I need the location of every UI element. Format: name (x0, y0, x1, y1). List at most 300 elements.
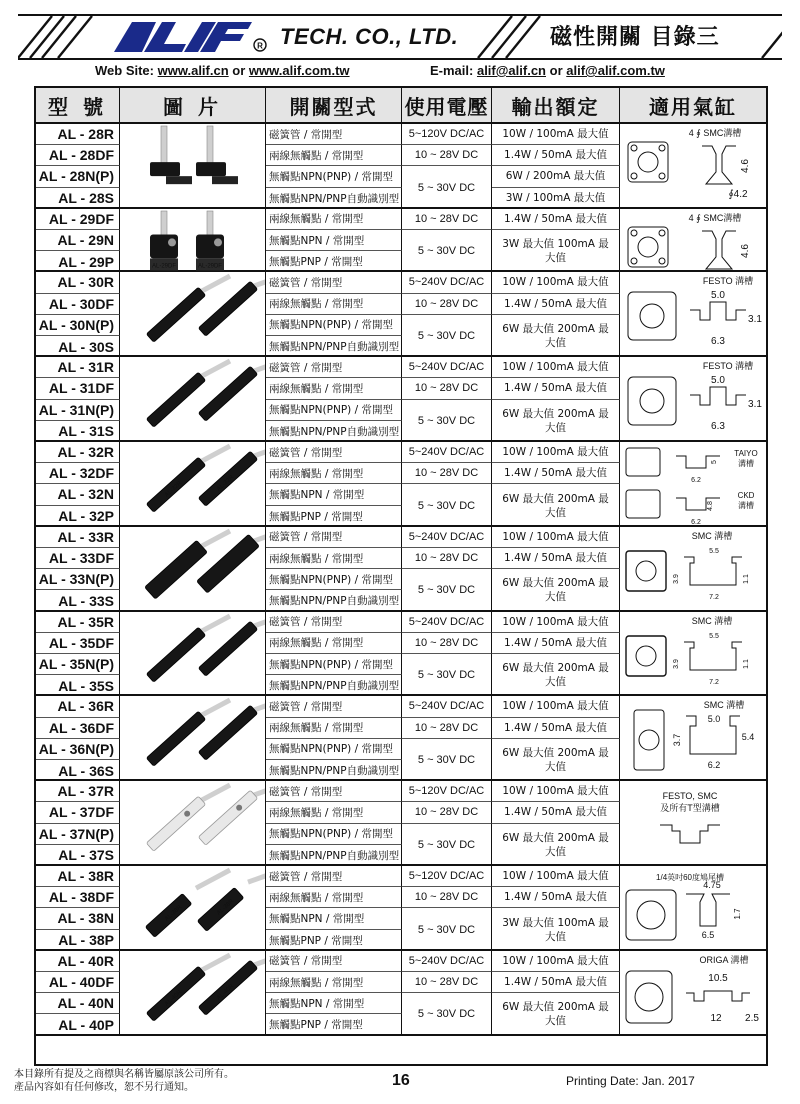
sensor-body (146, 627, 205, 682)
switch-type-cell: 無觸點NPN(PNP) / 常開型 (266, 739, 402, 760)
switch-type-cell: 無觸點NPN(PNP) / 常開型 (266, 315, 402, 336)
voltage-cell: 5 ~ 30V DC (402, 654, 492, 696)
slot-dim: 3.9 (673, 573, 681, 584)
voltage-cell: 5~120V DC/AC (402, 781, 492, 802)
voltage-cell: 5 ~ 30V DC (402, 484, 492, 526)
switch-type-cell: 無觸點NPN/PNP自動識別型 (266, 421, 402, 442)
cylinder-profile (628, 142, 668, 182)
email-link-tw[interactable]: alif@alif.com.tw (566, 63, 665, 78)
cylinder-hole (631, 173, 637, 179)
sensor-body (212, 176, 238, 184)
product-photo (120, 124, 266, 209)
switch-type-cell: 兩線無觸點 / 常開型 (266, 463, 402, 484)
slot-dim: 7.2 (709, 678, 719, 686)
switch-type-cell: 磁簧管 / 常開型 (266, 442, 402, 463)
switch-type-cell: 無觸點NPN(PNP) / 常開型 (266, 654, 402, 675)
voltage-cell: 5~240V DC/AC (402, 272, 492, 293)
switch-type-cell: 無觸點NPN(PNP) / 常開型 (266, 824, 402, 845)
voltage-cell: 5~240V DC/AC (402, 442, 492, 463)
model-cell: AL - 32DF (36, 463, 120, 484)
model-cell: AL - 33N(P) (36, 569, 120, 590)
slot-label: CKD (737, 490, 755, 500)
product-group (36, 209, 766, 273)
product-group (36, 696, 766, 781)
slot-dim: 3.1 (748, 314, 762, 326)
product-group (36, 781, 766, 866)
catalog-title: 磁性開關 目錄三 (550, 24, 720, 50)
sensor-label: AL-29DF (198, 263, 222, 270)
output-rating-cell: 10W / 100mA 最大值 (492, 527, 620, 548)
slot-profile (684, 642, 742, 670)
slot-dim: 12 (710, 1012, 722, 1024)
sensor-label: AL-29DF (152, 263, 176, 270)
voltage-cell: 5 ~ 30V DC (402, 993, 492, 1035)
output-rating-cell: 10W / 100mA 最大值 (492, 612, 620, 633)
cylinder-hole (659, 145, 665, 151)
slot-label: SMC 溝槽 (703, 700, 745, 711)
web-or: or (232, 63, 246, 78)
switch-type-cell: 無觸點PNP / 常開型 (266, 506, 402, 527)
slot-dim: 7.2 (709, 593, 719, 601)
slot-dim: 6.5 (701, 929, 715, 940)
slot-dim: 3.9 (673, 658, 681, 669)
switch-type-cell: 無觸點NPN / 常開型 (266, 993, 402, 1014)
slot-profile (686, 894, 730, 926)
cylinder-slot-diagram (620, 527, 766, 612)
switch-type-cell: 磁簧管 / 常開型 (266, 612, 402, 633)
cylinder-profile (626, 636, 666, 676)
model-cell: AL - 31N(P) (36, 400, 120, 421)
model-cell: AL - 40N (36, 993, 120, 1014)
model-cell: AL - 30R (36, 272, 120, 293)
alif-logo (104, 19, 274, 55)
sensor-body (145, 893, 192, 937)
printing-date: Printing Date: Jan. 2017 (566, 1074, 695, 1088)
output-rating-cell: 6W 最大值 200mA 最大值 (492, 654, 620, 696)
product-group (36, 612, 766, 697)
output-rating-cell: 1.4W / 50mA 最大值 (492, 718, 620, 739)
cylinder-profile (626, 448, 660, 476)
product-photo (120, 209, 266, 273)
switch-type-cell: 無觸點NPN/PNP自動識別型 (266, 760, 402, 781)
cylinder-slot-diagram (620, 612, 766, 697)
output-rating-cell: 3W 最大值 100mA 最大值 (492, 230, 620, 272)
col-header-model: 型 號 (36, 88, 120, 124)
switch-type-cell: 無觸點PNP / 常開型 (266, 1014, 402, 1035)
model-cell: AL - 36N(P) (36, 739, 120, 760)
slot-dim: 10.5 (708, 972, 728, 984)
voltage-cell: 5 ~ 30V DC (402, 230, 492, 272)
cylinder-hole (631, 230, 637, 236)
cylinder-slot-diagram (620, 124, 766, 209)
cylinder-slot-diagram (620, 272, 766, 357)
email-link-cn[interactable]: alif@alif.cn (476, 63, 546, 78)
voltage-cell: 5~240V DC/AC (402, 696, 492, 717)
product-group (36, 527, 766, 612)
output-rating-cell: 10W / 100mA 最大值 (492, 696, 620, 717)
slot-label: SMC 溝槽 (691, 530, 733, 541)
slot-dim: 4.6 (739, 243, 751, 258)
slot-dim: 6.2 (707, 760, 721, 771)
model-cell: AL - 33S (36, 590, 120, 611)
model-cell: AL - 33DF (36, 548, 120, 569)
slot-dim: 5.5 (709, 547, 719, 555)
product-group (36, 866, 766, 951)
model-cell: AL - 35S (36, 675, 120, 696)
slot-dim: ∮4.2 (728, 188, 748, 200)
switch-type-cell: 磁簧管 / 常開型 (266, 272, 402, 293)
footer-note-changes: 產品內容如有任何修改，恕不另行通知。 (14, 1082, 194, 1093)
switch-type-cell: 兩線無觸點 / 常開型 (266, 209, 402, 230)
sensor-screw (168, 238, 176, 246)
slot-dim: 1.7 (732, 908, 742, 920)
switch-type-cell: 無觸點NPN/PNP自動識別型 (266, 845, 402, 866)
slot-dim: 6.2 (691, 476, 701, 484)
voltage-cell: 10 ~ 28V DC (402, 972, 492, 993)
slot-label: ORIGA 溝槽 (699, 954, 749, 965)
slot-label: 溝槽 (738, 500, 754, 510)
cylinder-slot-diagram (620, 442, 766, 527)
model-cell: AL - 35DF (36, 633, 120, 654)
voltage-cell: 5 ~ 30V DC (402, 739, 492, 781)
email-or: or (549, 63, 563, 78)
slot-profile (660, 825, 720, 843)
model-cell: AL - 36DF (36, 718, 120, 739)
output-rating-cell: 1.4W / 50mA 最大值 (492, 972, 620, 993)
slot-profile (702, 231, 736, 269)
slot-dim: 6.3 (711, 336, 725, 348)
switch-type-cell: 無觸點NPN/PNP自動識別型 (266, 336, 402, 357)
slot-dim: 4.6 (739, 159, 751, 173)
model-cell: AL - 35R (36, 612, 120, 633)
svg-text:R: R (257, 41, 263, 51)
voltage-cell: 10 ~ 28V DC (402, 802, 492, 823)
slot-dim: 3.7 (672, 734, 683, 747)
switch-type-cell: 無觸點NPN/PNP自動識別型 (266, 188, 402, 209)
product-photo (120, 951, 266, 1036)
switch-type-cell: 無觸點NPN / 常開型 (266, 230, 402, 251)
voltage-cell: 5~120V DC/AC (402, 866, 492, 887)
voltage-cell: 5 ~ 30V DC (402, 400, 492, 442)
output-rating-cell: 6W 最大值 200mA 最大值 (492, 484, 620, 526)
voltage-cell: 10 ~ 28V DC (402, 145, 492, 166)
slot-dim: 4.8 (706, 501, 714, 511)
voltage-cell: 5 ~ 30V DC (402, 166, 492, 208)
output-rating-cell: 1.4W / 50mA 最大值 (492, 378, 620, 399)
model-cell: AL - 40P (36, 1014, 120, 1035)
output-rating-cell: 10W / 100mA 最大值 (492, 781, 620, 802)
product-photo (120, 442, 266, 527)
voltage-cell: 10 ~ 28V DC (402, 209, 492, 230)
product-table (34, 86, 768, 1066)
cylinder-hole (659, 258, 665, 264)
switch-type-cell: 兩線無觸點 / 常開型 (266, 378, 402, 399)
output-rating-cell: 6W 最大值 200mA 最大值 (492, 400, 620, 442)
model-cell: AL - 37DF (36, 802, 120, 823)
model-cell: AL - 30S (36, 336, 120, 357)
slot-dim: 5.0 (707, 714, 721, 725)
sensor-body (146, 372, 205, 427)
model-cell: AL - 36S (36, 760, 120, 781)
slot-label: FESTO, SMC (662, 791, 718, 802)
email-label: E-mail: (430, 63, 474, 78)
slot-profile (702, 146, 736, 184)
col-header-voltage: 使用電壓 (402, 88, 492, 124)
switch-type-cell: 兩線無觸點 / 常開型 (266, 294, 402, 315)
sensor-body (146, 966, 205, 1021)
sensor-body (146, 796, 205, 851)
voltage-cell: 5 ~ 30V DC (402, 908, 492, 950)
model-cell: AL - 37N(P) (36, 824, 120, 845)
switch-type-cell: 無觸點PNP / 常開型 (266, 251, 402, 272)
sensor-body (146, 457, 205, 512)
cylinder-bore (638, 237, 658, 257)
switch-type-cell: 兩線無觸點 / 常開型 (266, 145, 402, 166)
switch-type-cell: 磁簧管 / 常開型 (266, 866, 402, 887)
model-cell: AL - 29N (36, 230, 120, 251)
switch-type-cell: 無觸點PNP / 常開型 (266, 930, 402, 951)
sensor-label: AL-32R (216, 474, 236, 493)
output-rating-cell: 6W / 200mA 最大值 (492, 166, 620, 187)
footer-note-trademark: 本目錄所有提及之商標與名稱皆屬原該公司所有。 (14, 1069, 234, 1080)
voltage-cell: 5~240V DC/AC (402, 951, 492, 972)
slot-label: 4 ∮ SMC溝槽 (688, 127, 742, 138)
voltage-cell: 5~240V DC/AC (402, 357, 492, 378)
col-header-output: 輸出額定 (492, 88, 620, 124)
model-cell: AL - 28N(P) (36, 166, 120, 187)
sensor-cable (207, 126, 213, 164)
cylinder-bore (638, 152, 658, 172)
switch-type-cell: 兩線無觸點 / 常開型 (266, 802, 402, 823)
cylinder-bore (640, 389, 664, 413)
switch-type-cell: 兩線無觸點 / 常開型 (266, 972, 402, 993)
company-name: TECH. CO., LTD. (280, 24, 459, 49)
slot-label: 1/4英吋60度鳩尾槽 (656, 872, 724, 882)
product-group (36, 272, 766, 357)
sensor-body (146, 288, 205, 343)
sensor-body (146, 712, 205, 767)
cylinder-hole (631, 145, 637, 151)
voltage-cell: 10 ~ 28V DC (402, 718, 492, 739)
web-site-line (95, 63, 350, 78)
slot-label: SMC 溝槽 (691, 615, 733, 626)
cylinder-profile (626, 551, 666, 591)
header-bottom-rule (18, 58, 782, 60)
switch-type-cell: 無觸點NPN(PNP) / 常開型 (266, 166, 402, 187)
voltage-cell: 5 ~ 30V DC (402, 569, 492, 611)
model-cell: AL - 35N(P) (36, 654, 120, 675)
cylinder-hole (659, 230, 665, 236)
slot-dim: 5.5 (709, 632, 719, 640)
footer-notes (14, 1068, 234, 1094)
model-cell: AL - 29DF (36, 209, 120, 230)
model-cell: AL - 28DF (36, 145, 120, 166)
cylinder-slot-diagram (620, 209, 766, 273)
sensor-label: AL-40R (164, 989, 184, 1008)
cylinder-profile (628, 292, 676, 340)
product-photo (120, 357, 266, 442)
product-photo (120, 696, 266, 781)
cylinder-hole (631, 258, 637, 264)
sensor-label: AL-32R (164, 480, 184, 499)
output-rating-cell: 1.4W / 50mA 最大值 (492, 463, 620, 484)
sensor-label: AL-38R (216, 898, 236, 917)
cylinder-bore (637, 901, 665, 929)
model-cell: AL - 28S (36, 188, 120, 209)
slot-dim: 6.2 (691, 518, 701, 526)
output-rating-cell: 1.4W / 50mA 最大值 (492, 548, 620, 569)
output-rating-cell: 3W 最大值 100mA 最大值 (492, 908, 620, 950)
cylinder-profile (628, 377, 676, 425)
web-link-tw[interactable]: www.alif.com.tw (248, 63, 350, 78)
web-link-cn[interactable]: www.alif.cn (157, 63, 229, 78)
cylinder-bore (636, 646, 656, 666)
switch-type-cell: 無觸點NPN/PNP自動識別型 (266, 675, 402, 696)
switch-type-cell: 兩線無觸點 / 常開型 (266, 887, 402, 908)
slot-dim: 3.1 (748, 399, 762, 411)
model-cell: AL - 38R (36, 866, 120, 887)
sensor-body (196, 234, 224, 258)
slot-label: 及所有T型溝槽 (660, 803, 720, 814)
switch-type-cell: 磁簧管 / 常開型 (266, 357, 402, 378)
switch-type-cell: 無觸點NPN / 常開型 (266, 484, 402, 505)
sensor-cable (248, 870, 266, 882)
model-cell: AL - 32N (36, 484, 120, 505)
voltage-cell: 5~240V DC/AC (402, 612, 492, 633)
switch-type-cell: 磁簧管 / 常開型 (266, 527, 402, 548)
cylinder-slot-diagram (620, 866, 766, 951)
slot-label: FESTO 溝槽 (702, 276, 754, 287)
switch-type-cell: 磁簧管 / 常開型 (266, 781, 402, 802)
voltage-cell: 5 ~ 30V DC (402, 315, 492, 357)
sensor-body (145, 540, 208, 599)
cylinder-hole (659, 173, 665, 179)
sensor-body (150, 234, 178, 258)
model-cell: AL - 31R (36, 357, 120, 378)
model-cell: AL - 31S (36, 421, 120, 442)
output-rating-cell: 10W / 100mA 最大值 (492, 124, 620, 145)
product-photo (120, 866, 266, 951)
output-rating-cell: 1.4W / 50mA 最大值 (492, 887, 620, 908)
slot-profile (690, 302, 746, 320)
model-cell: AL - 37S (36, 845, 120, 866)
page-number: 16 (392, 1072, 410, 1089)
model-cell: AL - 28R (36, 124, 120, 145)
voltage-cell: 10 ~ 28V DC (402, 887, 492, 908)
cylinder-slot-diagram (620, 781, 766, 866)
output-rating-cell: 6W 最大值 200mA 最大值 (492, 569, 620, 611)
voltage-cell: 5~120V DC/AC (402, 124, 492, 145)
model-cell: AL - 36R (36, 696, 120, 717)
cylinder-bore (636, 561, 656, 581)
cylinder-bore (635, 983, 663, 1011)
sensor-label: AL-40R (216, 983, 236, 1002)
product-photo (120, 527, 266, 612)
product-photo (120, 781, 266, 866)
output-rating-cell: 10W / 100mA 最大值 (492, 442, 620, 463)
model-cell: AL - 30N(P) (36, 315, 120, 336)
slot-profile (686, 991, 750, 1001)
slot-dim: 5.0 (711, 290, 725, 302)
sensor-body (166, 176, 192, 184)
output-rating-cell: 6W 最大值 200mA 最大值 (492, 739, 620, 781)
model-cell: AL - 38DF (36, 887, 120, 908)
sensor-body (196, 162, 226, 176)
col-header-switch-type: 開關型式 (266, 88, 402, 124)
cylinder-profile (626, 971, 672, 1023)
model-cell: AL - 37R (36, 781, 120, 802)
slot-dim: 5.0 (711, 375, 725, 387)
output-rating-cell: 3W / 100mA 最大值 (492, 188, 620, 209)
slot-dim: 6.3 (711, 421, 725, 433)
slot-label: TAIYO (734, 448, 758, 458)
switch-type-cell: 無觸點NPN/PNP自動識別型 (266, 590, 402, 611)
switch-type-cell: 兩線無觸點 / 常開型 (266, 718, 402, 739)
model-cell: AL - 38N (36, 908, 120, 929)
model-cell: AL - 40DF (36, 972, 120, 993)
product-group (36, 442, 766, 527)
output-rating-cell: 10W / 100mA 最大值 (492, 357, 620, 378)
slot-label: 4 ∮ SMC溝槽 (688, 212, 742, 223)
output-rating-cell: 10W / 100mA 最大值 (492, 866, 620, 887)
col-header-picture: 圖 片 (120, 88, 266, 124)
voltage-cell: 10 ~ 28V DC (402, 633, 492, 654)
sensor-body (197, 887, 244, 931)
output-rating-cell: 1.4W / 50mA 最大值 (492, 633, 620, 654)
output-rating-cell: 10W / 100mA 最大值 (492, 951, 620, 972)
model-cell: AL - 30DF (36, 294, 120, 315)
switch-type-cell: 兩線無觸點 / 常開型 (266, 633, 402, 654)
cylinder-profile (626, 890, 676, 940)
model-cell: AL - 29P (36, 251, 120, 272)
output-rating-cell: 10W / 100mA 最大值 (492, 272, 620, 293)
slot-dim: 1.1 (742, 658, 750, 669)
sensor-body (150, 162, 180, 176)
switch-type-cell: 無觸點NPN / 常開型 (266, 908, 402, 929)
switch-type-cell: 磁簧管 / 常開型 (266, 124, 402, 145)
product-group (36, 951, 766, 1036)
switch-type-cell: 磁簧管 / 常開型 (266, 696, 402, 717)
slot-dim: 5 (710, 460, 718, 464)
model-cell: AL - 31DF (36, 378, 120, 399)
slot-dim: 2.5 (745, 1012, 759, 1024)
output-rating-cell: 1.4W / 50mA 最大值 (492, 802, 620, 823)
voltage-cell: 5 ~ 30V DC (402, 824, 492, 866)
output-rating-cell: 6W 最大值 200mA 最大值 (492, 993, 620, 1035)
switch-type-cell: 無觸點NPN(PNP) / 常開型 (266, 569, 402, 590)
slot-dim: 1.1 (742, 573, 750, 584)
cylinder-profile (628, 227, 668, 267)
web-label: Web Site: (95, 63, 154, 78)
slot-profile (684, 557, 742, 585)
model-cell: AL - 40R (36, 951, 120, 972)
output-rating-cell: 6W 最大值 200mA 最大值 (492, 824, 620, 866)
output-rating-cell: 1.4W / 50mA 最大值 (492, 209, 620, 230)
output-rating-cell: 1.4W / 50mA 最大值 (492, 294, 620, 315)
sensor-label: AL-38R (164, 904, 184, 923)
slot-dim: 5.4 (741, 732, 755, 743)
cylinder-slot-diagram (620, 951, 766, 1036)
switch-type-cell: 磁簧管 / 常開型 (266, 951, 402, 972)
slot-label: 溝槽 (738, 458, 754, 468)
model-cell: AL - 33R (36, 527, 120, 548)
model-cell: AL - 32R (36, 442, 120, 463)
output-rating-cell: 6W 最大值 200mA 最大值 (492, 315, 620, 357)
switch-type-cell: 兩線無觸點 / 常開型 (266, 548, 402, 569)
cylinder-bore (640, 304, 664, 328)
output-rating-cell: 1.4W / 50mA 最大值 (492, 145, 620, 166)
product-group (36, 357, 766, 442)
